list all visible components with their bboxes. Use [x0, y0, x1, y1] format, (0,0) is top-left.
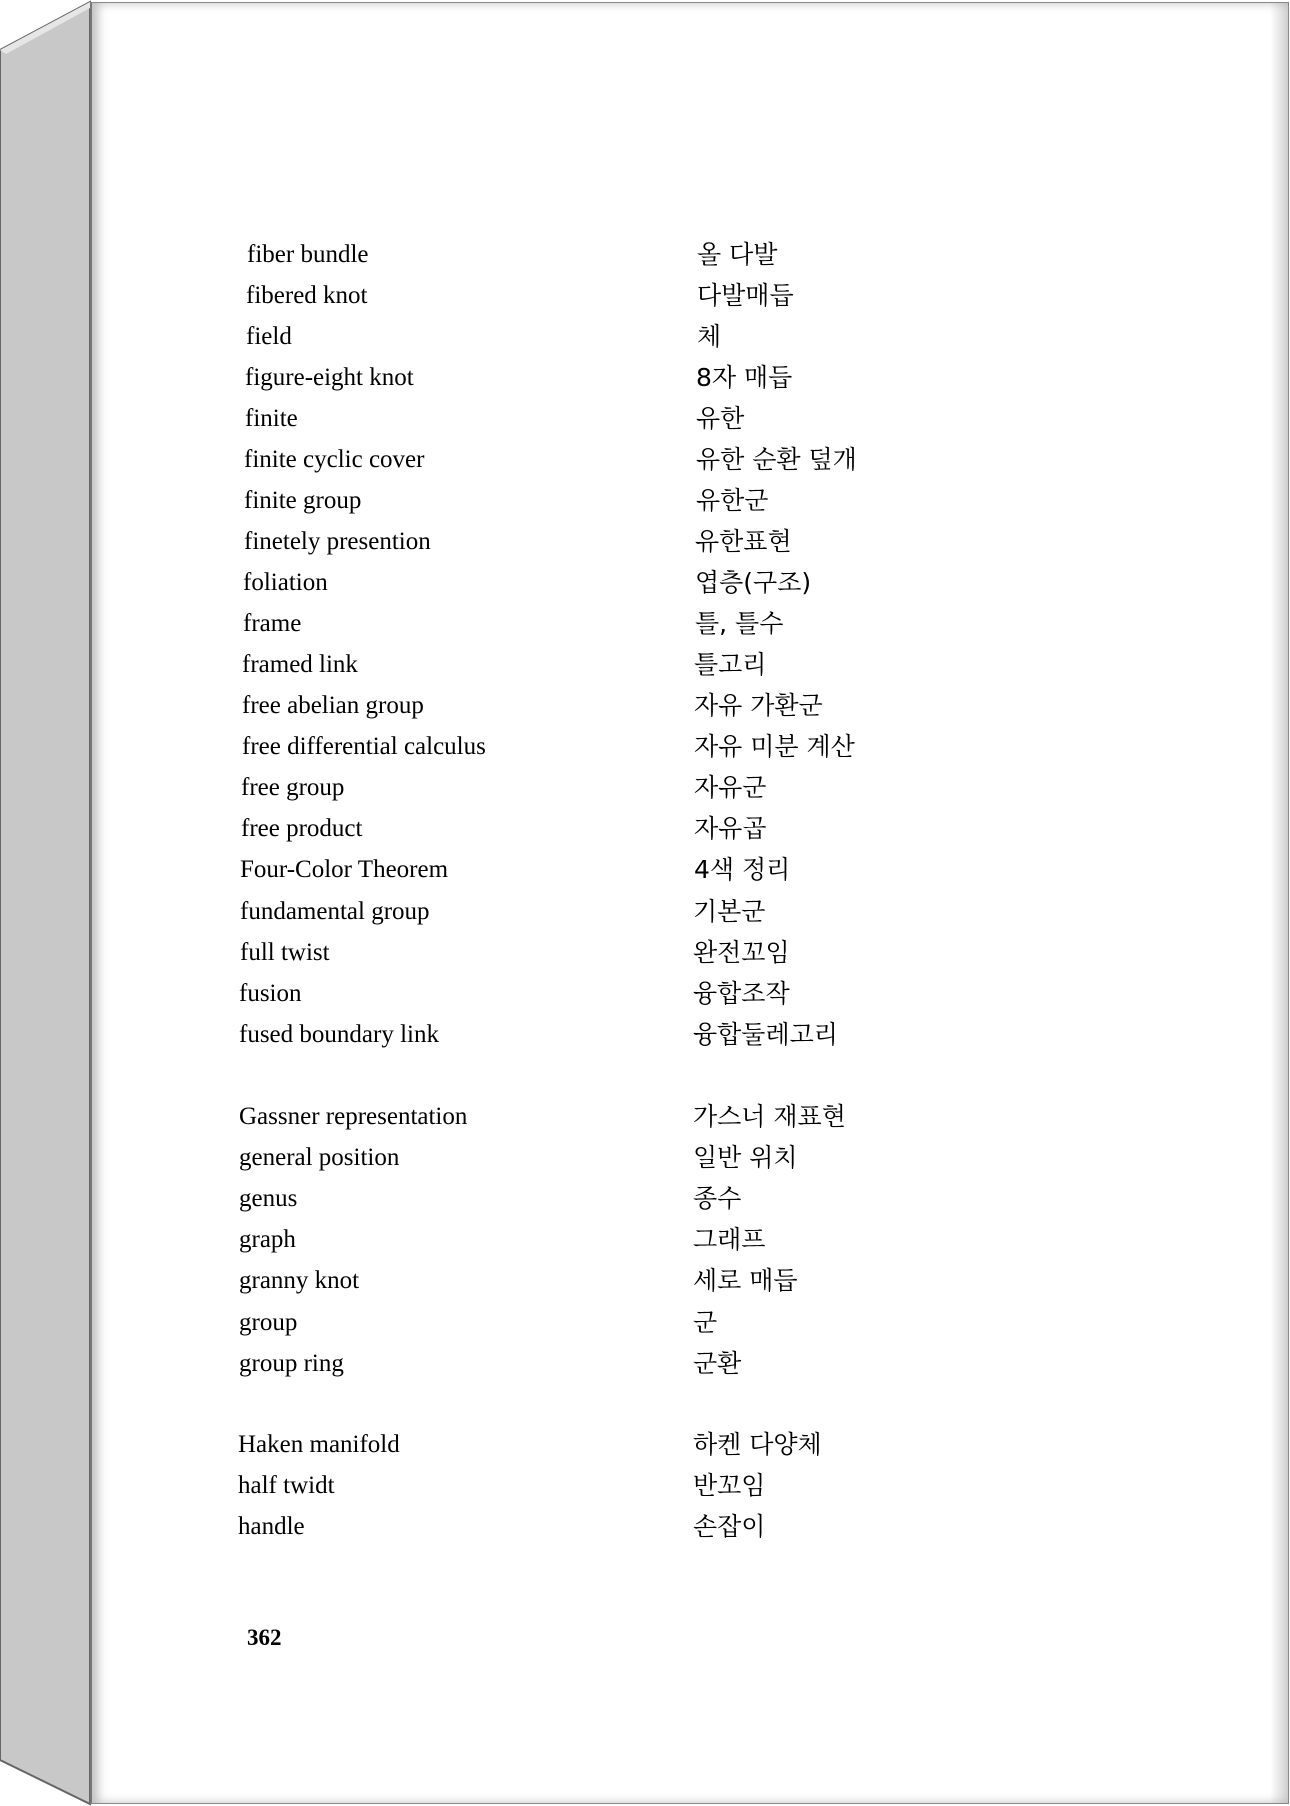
- entry-translation: 하켄 다양체: [693, 1430, 822, 1459]
- entry-translation: 자유 미분 계산: [694, 732, 855, 761]
- entry-term: finetely presention: [244, 528, 431, 555]
- entry-term: fusion: [239, 980, 302, 1007]
- entry-translation: 4색 정리: [694, 855, 791, 884]
- entry-term: framed link: [242, 651, 358, 678]
- entry-term: fiber bundle: [247, 241, 369, 268]
- entry-term: Haken manifold: [238, 1431, 400, 1458]
- page-edge-shadow: [1270, 3, 1288, 1803]
- entry-translation: 손잡이: [693, 1512, 766, 1541]
- entry-term: free differential calculus: [242, 733, 486, 760]
- entry-term: foliation: [243, 569, 328, 596]
- entry-term: free product: [241, 815, 363, 842]
- entry-term: field: [246, 323, 292, 350]
- entry-term: fused boundary link: [239, 1021, 439, 1048]
- entry-translation: 반꼬임: [693, 1471, 766, 1500]
- entry-term: fundamental group: [240, 898, 430, 925]
- entry-translation: 8자 매듭: [696, 363, 793, 392]
- entry-translation: 올 다발: [697, 240, 778, 269]
- entry-term: figure-eight knot: [245, 364, 414, 391]
- entry-translation: 유한표현: [695, 527, 792, 556]
- entry-translation: 유한군: [696, 486, 769, 515]
- entry-translation: 다발매듭: [697, 281, 794, 310]
- entry-term: handle: [238, 1513, 305, 1540]
- entry-term: free abelian group: [242, 692, 424, 719]
- entry-term: fibered knot: [246, 282, 368, 309]
- entry-term: finite cyclic cover: [244, 446, 425, 473]
- entry-term: half twidt: [238, 1472, 335, 1499]
- entry-translation: 유한 순환 덮개: [696, 445, 857, 474]
- entry-translation: 유한: [696, 404, 745, 433]
- entry-translation: 기본군: [693, 897, 766, 926]
- entry-term: finite: [245, 405, 298, 432]
- entry-translation: 군: [693, 1308, 718, 1337]
- entry-term: general position: [239, 1144, 400, 1171]
- entry-translation: 융합조작: [693, 979, 790, 1008]
- entry-translation: 완전꼬임: [693, 938, 790, 967]
- entry-translation: 가스너 재표현: [693, 1102, 846, 1131]
- entry-term: full twist: [240, 939, 330, 966]
- entry-term: genus: [239, 1185, 298, 1212]
- entry-term: Gassner representation: [239, 1103, 468, 1130]
- entry-term: group ring: [239, 1350, 344, 1377]
- entry-translation: 종수: [693, 1184, 742, 1213]
- book-spine: [0, 0, 92, 1806]
- page-number: 362: [247, 1625, 282, 1650]
- entry-translation: 그래프: [693, 1225, 766, 1254]
- entry-term: free group: [241, 774, 345, 801]
- entry-translation: 일반 위치: [693, 1143, 798, 1172]
- entry-term: Four-Color Theorem: [240, 856, 449, 883]
- entry-term: finite group: [244, 487, 362, 514]
- entry-translation: 군환: [693, 1349, 742, 1378]
- entry-translation: 자유 가환군: [694, 691, 823, 720]
- entry-term: group: [239, 1309, 298, 1336]
- entry-translation: 자유곱: [694, 814, 767, 843]
- entry-term: granny knot: [239, 1267, 360, 1294]
- entry-translation: 체: [697, 322, 722, 351]
- entry-term: frame: [243, 610, 302, 637]
- entry-translation: 틀, 틀수: [695, 609, 784, 638]
- entry-translation: 융합둘레고리: [693, 1020, 838, 1049]
- entry-translation: 틀고리: [694, 650, 767, 679]
- entry-translation: 세로 매듭: [693, 1266, 798, 1295]
- entry-translation: 자유군: [694, 773, 767, 802]
- entry-translation: 엽층(구조): [695, 568, 812, 597]
- entry-term: graph: [239, 1226, 296, 1253]
